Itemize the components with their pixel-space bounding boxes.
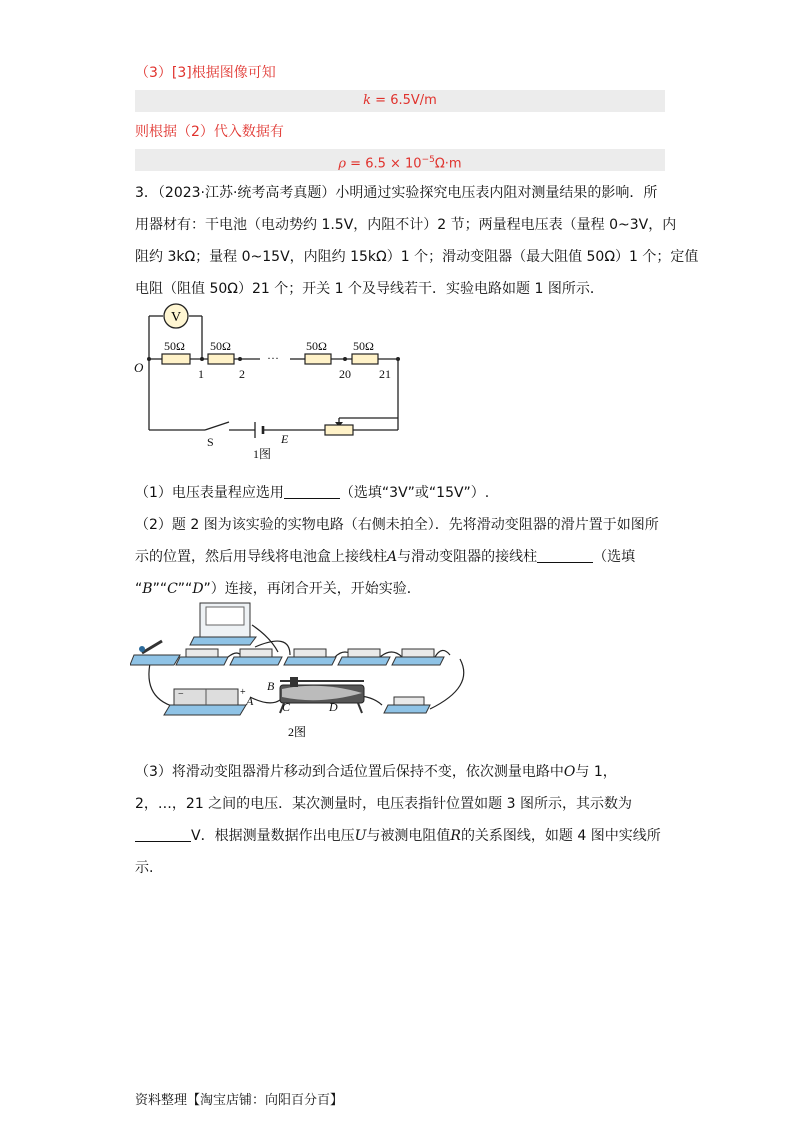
q1-options: （选填“3V”或“15V”）.: [339, 485, 490, 501]
q3-text-a: （3）将滑动变阻器滑片移动到合适位置后保持不变，依次测量电路中: [135, 764, 564, 780]
node-21-label: 21: [379, 367, 391, 381]
page-footer: 资料整理【淘宝店铺：向阳百分百】: [135, 1093, 344, 1108]
q2-terminal-a: A: [387, 549, 398, 565]
resistor-20: [305, 354, 331, 364]
q1-text: （1）电压表量程应选用: [135, 485, 284, 501]
minus-label: −: [178, 689, 184, 700]
q2-text-c: （选填: [593, 549, 636, 565]
physical-circuit-fig2: [130, 597, 465, 742]
resistor-boards: [176, 649, 444, 665]
question-2-line-2: [135, 547, 665, 567]
circuit-diagram-fig1: [130, 300, 410, 465]
k-symbol: k: [363, 93, 372, 108]
q2-text-a: 示的位置，然后用导线将电池盒上接线柱: [135, 549, 387, 565]
k-value: = 6.5V/m: [371, 93, 437, 108]
node-o-label: O: [134, 360, 144, 375]
resistor-1: [162, 354, 190, 364]
q2-option-d: D: [192, 581, 204, 597]
r2-label: 50Ω: [210, 339, 231, 353]
q1-answer-blank[interactable]: [284, 484, 340, 499]
node-20-label: 20: [339, 367, 351, 381]
resistor-2: [208, 354, 234, 364]
formula-rho: [135, 149, 665, 171]
q2-option-b: B: [142, 581, 153, 597]
battery-label: E: [281, 432, 289, 446]
q3-var-r: R: [450, 828, 461, 844]
question-3-line-2: 2，…，21 之间的电压．某次测量时，电压表指针位置如题 3 图所示，其示数为: [135, 796, 632, 812]
resistor-21: [352, 354, 378, 364]
rho-value: = 6.5 × 10: [346, 156, 422, 172]
voltmeter-label: V: [170, 310, 182, 325]
q3-text-d: 与被测电阻值: [366, 828, 451, 844]
q3-var-u: U: [354, 828, 367, 844]
question-3-line-4: 示.: [135, 860, 154, 876]
q2-quote-3: ”“: [177, 581, 193, 597]
r20-label: 50Ω: [306, 339, 327, 353]
plus-label: +: [240, 687, 246, 698]
q3-node-o: O: [563, 764, 576, 780]
question-1: [135, 483, 665, 503]
problem-line-3: 阻约 3kΩ；量程 0~15V，内阻约 15kΩ）1 个；滑动变阻器（最大阻值 50Ω）1 个；定值: [135, 249, 699, 265]
question-3-line-3: [135, 826, 665, 846]
fig2-caption: 2图: [288, 725, 307, 739]
q3-answer-blank[interactable]: [135, 827, 191, 842]
q3-text-c: V．根据测量数据作出电压: [191, 828, 355, 844]
switch-label: S: [207, 435, 214, 449]
rheostat-symbol: [325, 425, 353, 435]
formula-k: [135, 90, 665, 112]
node-2-label: 2: [239, 367, 245, 381]
q2-option-c: C: [167, 581, 178, 597]
problem-line-4: 电阻（阻值 50Ω）21 个；开关 1 个及导线若干．实验电路如题 1 图所示．: [135, 281, 604, 297]
rho-symbol: ρ: [338, 156, 347, 172]
node-1-label: 1: [198, 367, 204, 381]
terminal-b-label: B: [267, 679, 275, 693]
question-2-line-3: [135, 579, 665, 599]
solution-substitute: 则根据（2）代入数据有: [135, 124, 284, 140]
terminal-a-label: A: [246, 694, 254, 708]
terminal-c-label: C: [282, 700, 291, 714]
question-3-line-1: [135, 762, 665, 782]
fig1-caption: 1图: [253, 447, 272, 461]
rho-unit: Ω·m: [434, 156, 462, 172]
q3-text-b: 与 1，: [575, 764, 617, 780]
q2-text-end: ”）连接，再闭合开关，开始实验．: [203, 581, 421, 597]
r1-label: 50Ω: [164, 339, 185, 353]
switch-base: [130, 655, 180, 665]
ellipsis-label: ···: [267, 351, 279, 365]
q2-quote-1: “: [135, 581, 143, 597]
q2-text-b: 与滑动变阻器的接线柱: [397, 549, 538, 565]
problem-line-1: 3．（2023·江苏·统考高考真题）小明通过实验探究电压表内阻对测量结果的影响．所: [135, 185, 658, 201]
question-2-line-1: （2）题 2 图为该实验的实物电路（右侧未拍全）．先将滑动变阻器的滑片置于如图所: [135, 517, 659, 533]
problem-line-2: 用器材有：干电池（电动势约 1.5V，内阻不计）2 节；两量程电压表（量程 0~3V，内: [135, 217, 677, 233]
q2-quote-2: ”“: [152, 581, 168, 597]
q2-answer-blank[interactable]: [537, 548, 593, 563]
solution-step-3: （3）[3]根据图像可知: [135, 65, 276, 81]
q3-text-e: 的关系图线，如题 4 图中实线所: [460, 828, 661, 844]
r21-label: 50Ω: [353, 339, 374, 353]
terminal-d-label: D: [329, 700, 338, 714]
rho-exponent: −5: [421, 155, 435, 165]
